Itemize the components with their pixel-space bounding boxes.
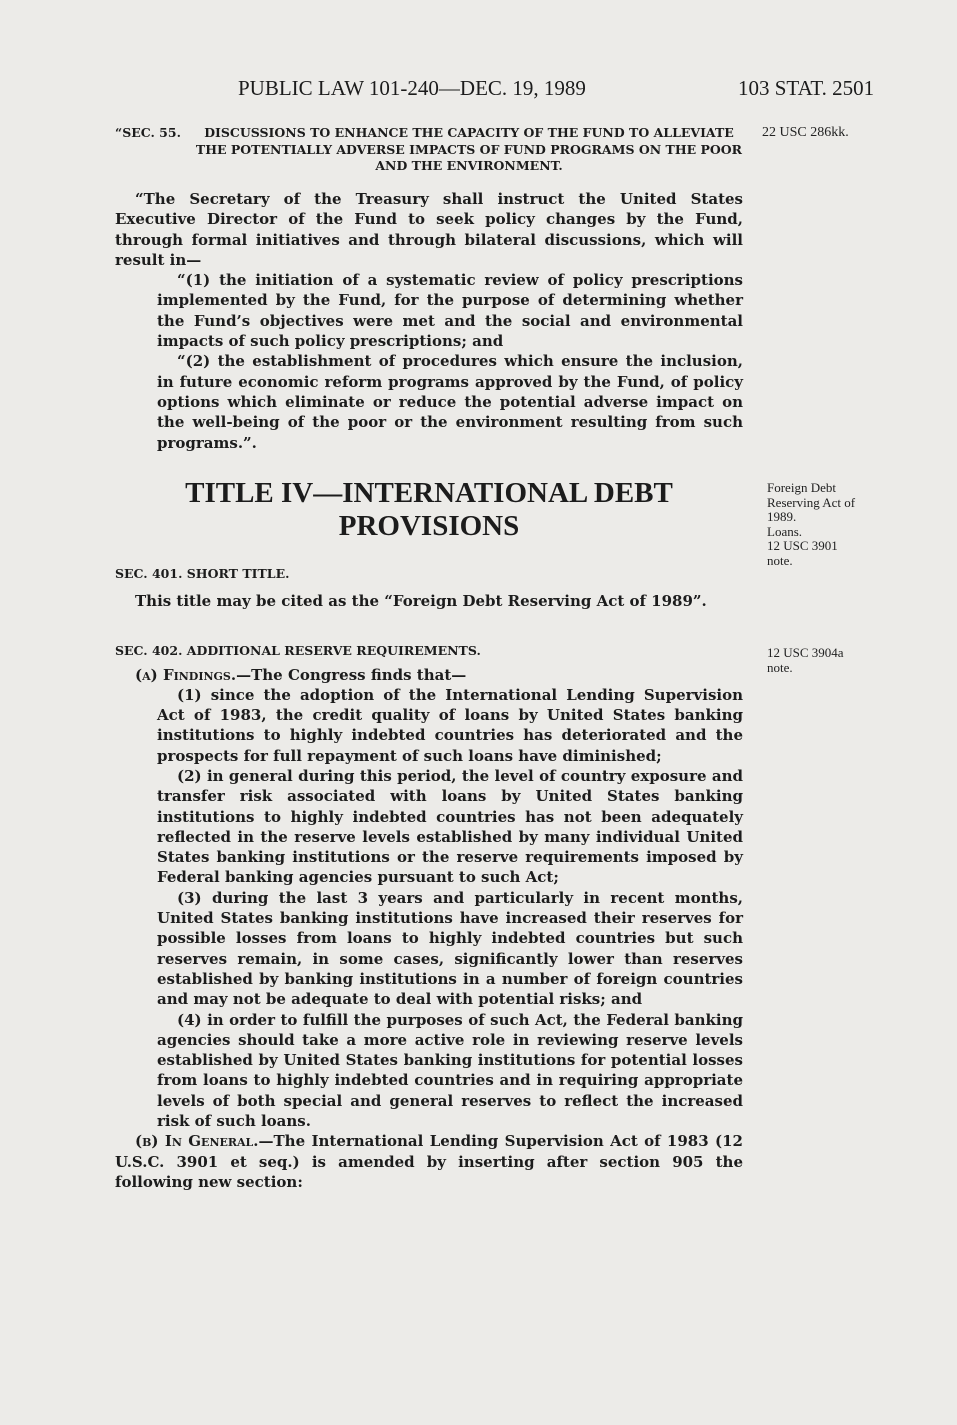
- sec401-text: This title may be cited as the “Foreign Debt Reserving Act of 1989”.: [135, 591, 707, 610]
- sec55-block: [115, 125, 743, 453]
- findings-label: (a) Findings.: [135, 665, 237, 684]
- finding-2: (2) in general during this period, the level of country exposure and transfer risk associated with loans by United States banking institutions to highly indebted countries has not been adequately reflected in the reserve levels established by many individual United States banking institutions or the reserve requirements imposed by Federal banking agencies pursuant to such Act;: [157, 766, 743, 887]
- margin-note-line: note.: [767, 659, 793, 675]
- title-line-1: TITLE IV—INTERNATIONAL DEBT: [185, 477, 673, 509]
- sec55-heading: [115, 125, 743, 187]
- running-head: [0, 76, 957, 106]
- sec401-block: [115, 566, 743, 611]
- sec55-label: “SEC. 55.: [115, 125, 181, 140]
- margin-note-286kk: [762, 126, 849, 141]
- margin-note-line: Loans.: [767, 523, 803, 539]
- sec402-in-general: [115, 1131, 743, 1192]
- margin-note-3904a: [767, 646, 844, 675]
- general-text: —The International Lending Supervision Act of 1983 (12 U.S.C. 3901 et seq.) is amended by inserting after section 905 the following new section:: [115, 1132, 743, 1191]
- finding-1: (1) since the adoption of the International Lending Supervision Act of 1983, the credit quality of loans by United States banking institutions to highly indebted countries has deteriorated and the prospects for full repayment of such loans have diminished;: [157, 685, 743, 765]
- margin-note-line: 22 USC 286kk.: [762, 125, 849, 140]
- margin-note-line: 12 USC 3904a: [767, 645, 844, 660]
- sec55-item-2: “(2) the establishment of procedures which ensure the inclusion, in future economic reform programs approved by the Fund, of policy options which eliminate or reduce the potential adverse impact on the well-being of the poor or the environment resulting from such programs.”.: [157, 352, 743, 452]
- header-law-citation: PUBLIC LAW 101-240—DEC. 19, 1989: [238, 76, 586, 100]
- general-label: (b) In General.: [135, 1132, 259, 1151]
- sec402-findings: [115, 665, 743, 685]
- margin-note-line: Foreign Debt: [767, 480, 836, 495]
- sec402-heading: SEC. 402. ADDITIONAL RESERVE REQUIREMENTS.: [115, 643, 481, 658]
- findings-text: —The Congress finds that—: [236, 665, 467, 684]
- margin-note-line: 12 USC 3901: [767, 538, 838, 553]
- sec55-intro: “The Secretary of the Treasury shall instruct the United States Executive Director of the Fund to seek policy changes by the Fund, through formal initiatives and through bilateral discussions, which will result in—: [115, 190, 743, 269]
- finding-3: (3) during the last 3 years and particularly in recent months, United States banking institutions have increased their reserves for possible losses from loans to highly indebted countries but such reserves remain, in some cases, significantly lower than reserves established by banking institutions in a number of foreign countries and may not be adequate to deal with potential risks; and: [157, 888, 743, 1009]
- header-stat-page: 103 STAT. 2501: [738, 76, 875, 100]
- margin-note-line: 1989.: [767, 509, 797, 524]
- margin-note-title-iv: [767, 481, 855, 568]
- sec402-block: [115, 643, 743, 1192]
- sec55-item-1: “(1) the initiation of a systematic review of policy prescriptions implemented by the Fund, for the purpose of determining whether the Fund’s objectives were met and the social and environmental impacts of such policy prescriptions; and: [157, 271, 743, 351]
- title-iv-heading: [115, 477, 743, 543]
- margin-note-line: note.: [767, 552, 793, 568]
- sec55-title: DISCUSSIONS TO ENHANCE THE CAPACITY OF THE FUND TO ALLEVIATE THE POTENTIALLY ADVERSE IMPACTS OF FUND PROGRAMS ON THE POOR AND THE ENVIRONMENT.: [195, 125, 743, 173]
- margin-note-line: Reserving Act of: [767, 494, 856, 510]
- title-line-2: PROVISIONS: [338, 510, 520, 542]
- finding-4: (4) in order to fulfill the purposes of such Act, the Federal banking agencies should take a more active role in reviewing reserve levels established by United States banking institutions for potential losses from loans to highly indebted countries and in requiring appropriate levels of both special and general reserves to reflect the increased risk of such loans.: [157, 1010, 743, 1131]
- sec401-heading: SEC. 401. SHORT TITLE.: [115, 566, 290, 581]
